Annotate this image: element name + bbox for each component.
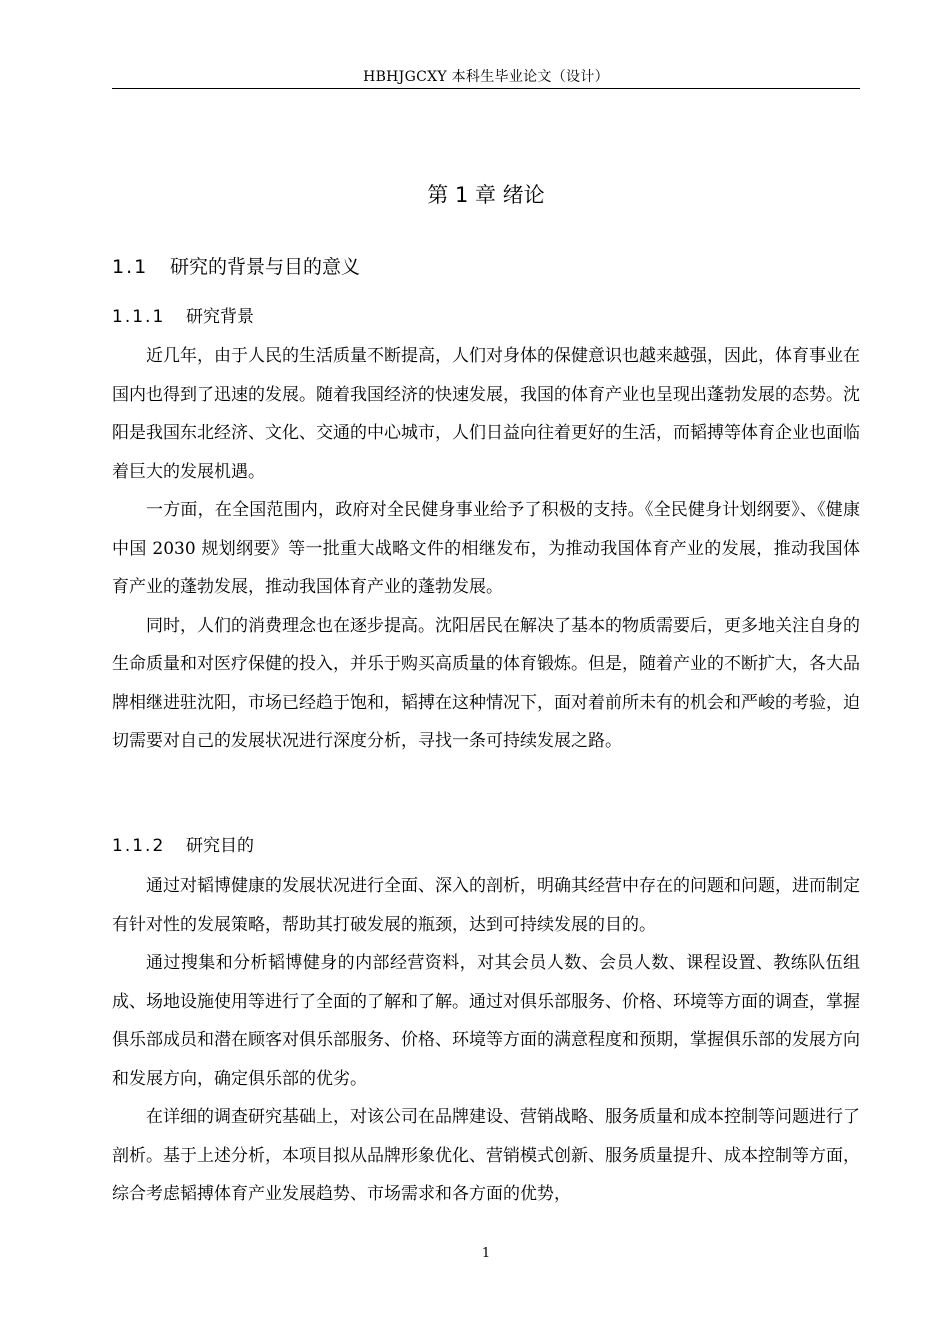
paragraph: 一方面，在全国范围内，政府对全民健身事业给予了积极的支持。《全民健身计划纲要》、《健康中国 2030 规划纲要》等一批重大战略文件的相继发布，为推动我国体育产业的发展，推动我国体育产业的蓬勃发展，推动我国体育产业的蓬勃发展。 <box>112 500 860 597</box>
subsection-number: 1.1.2 <box>112 836 166 856</box>
section-number: 1.1 <box>112 256 149 278</box>
subsection-heading-1-1-2 <box>112 833 254 859</box>
paragraph: 同时，人们的消费理念也在逐步提高。沈阳居民在解决了基本的物质需要后，更多地关注自身的生命质量和对医疗保健的投入，并乐于购买高质量的体育锻炼。但是，随着产业的不断扩大，各大品牌相继进驻沈阳，市场已经趋于饱和，韬搏在这种情况下，面对着前所未有的机会和严峻的考验，迫切需要对自己的发展状况进行深度分析，寻找一条可持续发展之路。 <box>112 615 860 751</box>
purpose-section-body <box>112 867 860 1214</box>
page-number: 1 <box>481 1246 491 1261</box>
subsection-heading-1-1-1 <box>112 304 254 330</box>
subsection-title: 研究目的 <box>186 836 254 856</box>
paragraph: 在详细的调查研究基础上，对该公司在品牌建设、营销战略、服务质量和成本控制等问题进行了剖析。基于上述分析，本项目拟从品牌形象优化、营销模式创新、服务质量提升、成本控制等方面，综合考虑韬搏体育产业发展趋势、市场需求和各方面的优势， <box>112 1107 860 1204</box>
header-divider <box>112 88 860 89</box>
paragraph: 通过对韬博健康的发展状况进行全面、深入的剖析，明确其经营中存在的问题和问题，进而制定有针对性的发展策略，帮助其打破发展的瓶颈，达到可持续发展的目的。 <box>112 876 860 935</box>
paragraph: 通过搜集和分析韬博健身的内部经营资料，对其会员人数、会员人数、课程设置、教练队伍组成、场地设施使用等进行了全面的了解和了解。通过对俱乐部服务、价格、环境等方面的调查，掌握俱乐部成员和潜在顾客对俱乐部服务、价格、环境等方面的满意程度和预期，掌握俱乐部的发展方向和发展方向，确定俱乐部的优劣。 <box>112 953 860 1089</box>
subsection-title: 研究背景 <box>186 307 254 327</box>
chapter-title: 第 1 章 绪论 <box>427 183 545 207</box>
running-header: HBHJGCXY 本科生毕业论文（设计） <box>363 69 609 85</box>
section-heading-1-1 <box>112 253 360 281</box>
subsection-number: 1.1.1 <box>112 307 166 327</box>
section-title: 研究的背景与目的意义 <box>170 256 361 278</box>
paragraph: 近几年，由于人民的生活质量不断提高，人们对身体的保健意识也越来越强，因此，体育事业在国内也得到了迅速的发展。随着我国经济的快速发展，我国的体育产业也呈现出蓬勃发展的态势。沈阳是我国东北经济、文化、交通的中心城市，人们日益向往着更好的生活，而韬搏等体育企业也面临着巨大的发展机遇。 <box>112 346 860 482</box>
background-section-body <box>112 337 860 761</box>
